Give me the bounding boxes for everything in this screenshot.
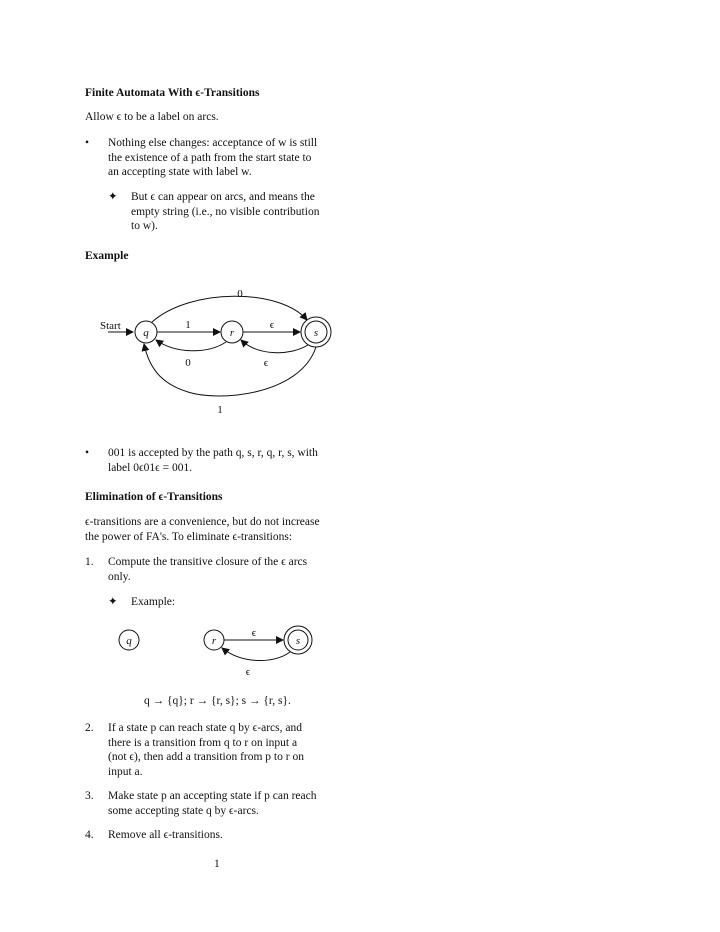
step-number-4: 4. bbox=[85, 829, 94, 841]
text-line: But ϵ can appear on arcs, and means the bbox=[131, 191, 315, 203]
state-q-label: q bbox=[143, 327, 149, 339]
text-line: Compute the transitive closure of the ϵ arcs bbox=[108, 556, 308, 568]
text-line: the power of FA's. To eliminate ϵ-transitions: bbox=[85, 530, 293, 543]
arc-q-to-s-top bbox=[152, 296, 307, 322]
step-number-2: 2. bbox=[85, 722, 94, 734]
step-number-1: 1. bbox=[85, 556, 94, 568]
d2-arc-label-r-s: ϵ bbox=[251, 627, 257, 639]
bullet-marker: • bbox=[85, 447, 90, 459]
state-s-label: s bbox=[313, 327, 319, 339]
state-r-label: r bbox=[229, 327, 235, 339]
text-line: some accepting state q by ϵ-arcs. bbox=[108, 804, 259, 817]
bullet-paragraph-accepted-path bbox=[108, 446, 318, 475]
arc-label-s-q-bottom: 1 bbox=[217, 404, 223, 416]
bullet-marker: • bbox=[85, 137, 90, 149]
intro-text: Allow ϵ to be a label on arcs. bbox=[85, 111, 219, 123]
arc-label-q-r: 1 bbox=[185, 319, 191, 331]
page-number: 1 bbox=[214, 858, 220, 870]
step-number-3: 3. bbox=[85, 790, 94, 802]
sub-bullet-marker: ✦ bbox=[108, 191, 118, 203]
arc-label-r-s: ϵ bbox=[269, 319, 275, 331]
arc-label-q-s-top: 0 bbox=[237, 288, 243, 300]
text-line: (not ϵ), then add a transition from p to r on bbox=[108, 751, 304, 763]
closure-result: q → {q}; r → {r, s}; s → {r, s}. bbox=[144, 695, 291, 707]
d2-arc-label-s-r: ϵ bbox=[245, 666, 251, 678]
text-line: 001 is accepted by the path q, s, r, q, r, s, with bbox=[108, 447, 318, 459]
text-line: label 0ϵ01ϵ = 001. bbox=[108, 461, 193, 474]
d2-arc-s-to-r bbox=[222, 648, 290, 661]
arc-r-to-q bbox=[156, 340, 226, 351]
text-line: Make state p an accepting state if p can reach bbox=[108, 790, 317, 802]
step-2-text bbox=[108, 721, 304, 779]
section-title-fa-epsilon: Finite Automata With ϵ-Transitions bbox=[85, 87, 260, 99]
text-line: an accepting state with label w. bbox=[108, 166, 252, 178]
example-heading: Example bbox=[85, 250, 129, 262]
d2-state-q-label: q bbox=[126, 635, 132, 647]
arc-label-r-q: 0 bbox=[185, 357, 191, 369]
text-line: to w). bbox=[131, 220, 158, 232]
text-line: empty string (i.e., no visible contribution bbox=[131, 205, 320, 218]
elimination-intro bbox=[85, 515, 320, 544]
text-line: ϵ-transitions are a convenience, but do not increase bbox=[85, 516, 320, 528]
sub-bullet-marker: ✦ bbox=[108, 596, 118, 608]
text-line: Remove all ϵ-transitions. bbox=[108, 829, 223, 841]
section-title-elimination: Elimination of ϵ-Transitions bbox=[85, 491, 223, 503]
arc-s-to-r bbox=[241, 340, 308, 353]
example-sub-label: Example: bbox=[131, 596, 176, 608]
d2-state-s-label: s bbox=[295, 635, 301, 647]
step-4-text bbox=[108, 828, 223, 843]
arc-label-s-r: ϵ bbox=[263, 357, 269, 369]
d2-state-r-label: r bbox=[211, 635, 217, 647]
text-line: the existence of a path from the start state to bbox=[108, 151, 312, 164]
text-line: there is a transition from q to r on input a bbox=[108, 736, 298, 749]
text-line: input a. bbox=[108, 765, 143, 778]
step-3-text bbox=[108, 789, 317, 818]
text-line: Nothing else changes: acceptance of w is still bbox=[108, 137, 318, 149]
start-label: Start bbox=[100, 320, 121, 332]
text-line: only. bbox=[108, 570, 131, 583]
step-1-text bbox=[108, 555, 307, 584]
text-line: If a state p can reach state q by ϵ-arcs, and bbox=[108, 722, 302, 734]
